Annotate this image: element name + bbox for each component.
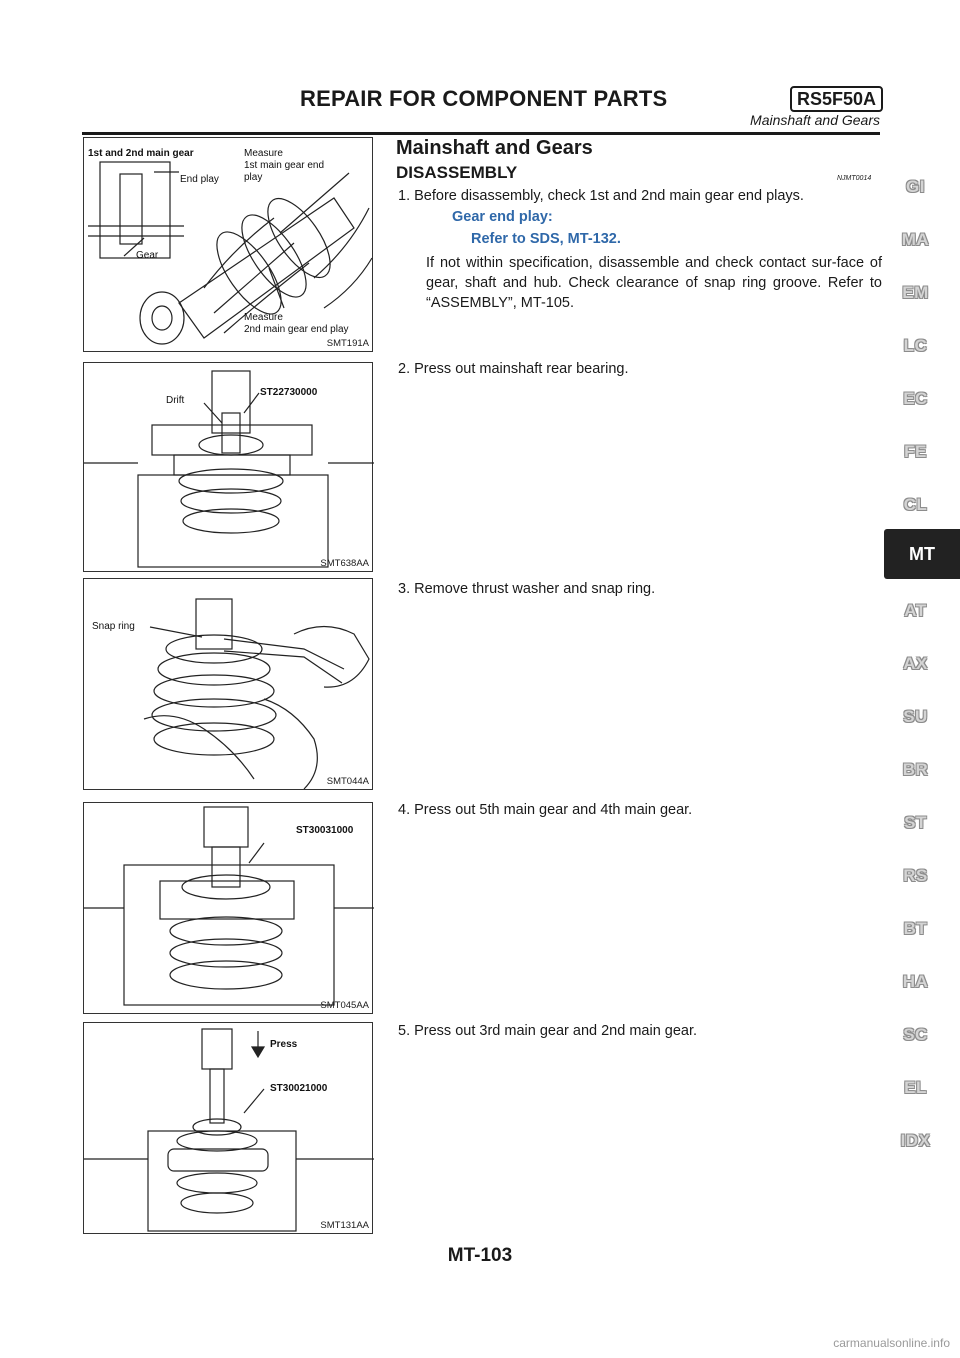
watermark: carmanualsonline.info — [833, 1336, 950, 1350]
figure-label: play — [244, 172, 263, 183]
side-tab-sc[interactable]: SC — [903, 1025, 928, 1044]
section-title: Mainshaft and Gears — [396, 137, 593, 159]
figure-id: SMT191A — [326, 338, 369, 349]
spec-value: Refer to SDS, MT-132. — [471, 231, 621, 247]
side-tab-em[interactable]: EM — [902, 283, 929, 302]
side-tab-cl[interactable]: CL — [903, 495, 928, 514]
step-2: 2. Press out mainshaft rear bearing. — [398, 361, 629, 377]
figure-label: ST30021000 — [270, 1083, 328, 1094]
header-rule — [82, 132, 880, 135]
step-4: 4. Press out 5th main gear and 4th main gear. — [398, 802, 693, 818]
side-tab-ax[interactable]: AX — [903, 654, 928, 673]
step-5: 5. Press out 3rd main gear and 2nd main gear. — [398, 1023, 698, 1039]
figure-id: SMT044A — [326, 776, 369, 787]
figure-id: SMT638AA — [320, 558, 369, 569]
illustration-press-out-gears — [84, 1023, 374, 1235]
side-tab-gi[interactable]: GI — [906, 177, 925, 196]
header-title: REPAIR FOR COMPONENT PARTS — [300, 86, 668, 111]
side-tab-lc[interactable]: LC — [903, 336, 928, 355]
figure-smt044a — [83, 578, 373, 790]
figure-label: End play — [180, 174, 219, 185]
spec-label: Gear end play: — [452, 209, 553, 225]
side-tab-su[interactable]: SU — [903, 707, 928, 726]
illustration-gear-press — [84, 803, 374, 1015]
side-tab-ma[interactable]: MA — [901, 230, 930, 249]
illustration-snap-ring-removal — [84, 579, 374, 791]
figure-smt131aa — [83, 1022, 373, 1234]
section-subtitle: DISASSEMBLY — [396, 163, 518, 182]
figure-label: Measure — [244, 148, 283, 159]
figure-label: 1st main gear end — [244, 160, 325, 171]
figure-label: Gear — [136, 250, 159, 261]
side-tab-bt[interactable]: BT — [903, 919, 928, 938]
illustration-bearing-press — [84, 363, 374, 573]
header-subtitle: Mainshaft and Gears — [750, 112, 880, 128]
section-code: NJMT0014 — [837, 175, 872, 182]
step-1: 1. Before disassembly, check 1st and 2nd main gear end plays. — [398, 188, 804, 204]
model-badge: RS5F50A — [790, 86, 883, 112]
figure-smt638aa — [83, 362, 373, 572]
figure-label: 2nd main gear end play — [244, 324, 349, 335]
figure-label: Drift — [166, 395, 185, 406]
side-tab-el[interactable]: EL — [904, 1078, 927, 1097]
figure-label: Measure — [244, 312, 283, 323]
side-tab-rs[interactable]: RS — [903, 866, 928, 885]
side-tab-st[interactable]: ST — [904, 813, 927, 832]
figure-smt191a — [83, 137, 373, 352]
side-tab-fe[interactable]: FE — [904, 442, 927, 461]
figure-label: ST22730000 — [260, 387, 318, 398]
figure-id: SMT131AA — [320, 1220, 369, 1231]
step-1-note: If not within specification, disassemble and check contact sur-face of gear, shaft and hub. Check clearance of snap ring groove. Refer to “ASSEMBLY”, MT-105. — [426, 255, 882, 311]
figure-label: ST30031000 — [296, 825, 354, 836]
figure-id: SMT045AA — [320, 1000, 369, 1011]
illustration-gear-end-play — [84, 138, 374, 353]
page-number: MT-103 — [447, 1245, 513, 1266]
step-3: 3. Remove thrust washer and snap ring. — [398, 581, 656, 597]
side-tab-idx[interactable]: IDX — [900, 1131, 931, 1150]
side-tab-ha[interactable]: HA — [902, 972, 929, 991]
figure-label: 1st and 2nd main gear — [88, 148, 194, 159]
figure-label: Press — [270, 1039, 298, 1050]
figure-label: Snap ring — [92, 621, 135, 632]
side-tab-ec[interactable]: EC — [903, 389, 928, 408]
side-tab-br[interactable]: BR — [902, 760, 929, 779]
side-tab-mt-active[interactable]: MT — [884, 529, 960, 579]
side-tab-at[interactable]: AT — [904, 601, 927, 620]
figure-smt045aa — [83, 802, 373, 1014]
